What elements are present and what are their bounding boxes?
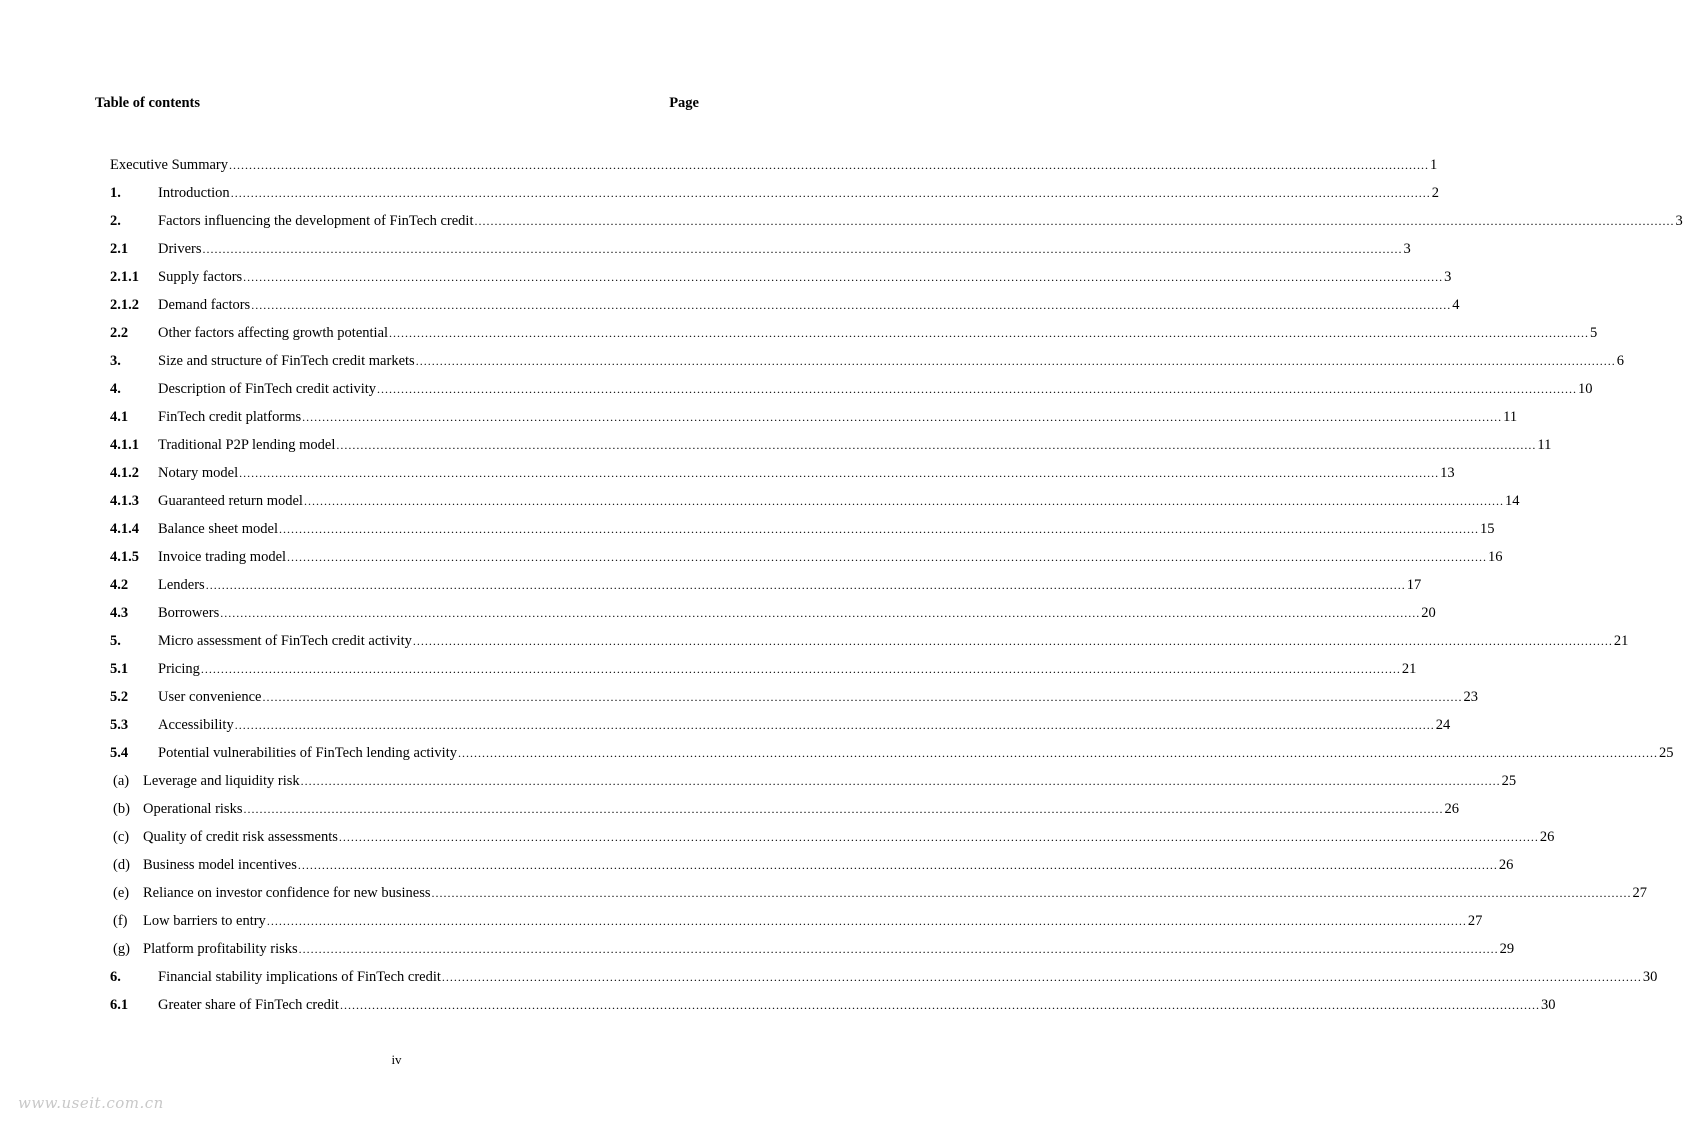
dot-leader: ............................................................................................................................................................................................................................................................................................................: [389, 326, 1590, 340]
toc-entry-title: Traditional P2P lending model: [158, 437, 336, 453]
dot-leader: ............................................................................................................................................................................................................................................................................................................: [239, 466, 1440, 480]
toc-entry-number: 2.1: [110, 241, 129, 257]
toc-entry-line: [158, 435, 1552, 455]
toc-entry[interactable]: [110, 295, 1460, 323]
toc-entry-number: 2.1.1: [110, 269, 139, 285]
toc-entry-title: Platform profitability risks: [143, 941, 298, 957]
dot-leader: ............................................................................................................................................................................................................................................................................................................: [251, 298, 1452, 312]
toc-entry-line: [158, 743, 1674, 763]
toc-entry-number: 5.4: [110, 745, 129, 761]
dot-leader: ............................................................................................................................................................................................................................................................................................................: [243, 802, 1444, 816]
toc-entry-title: Description of FinTech credit activity: [158, 381, 377, 397]
page-number: iv: [391, 1052, 402, 1067]
dot-leader: ............................................................................................................................................................................................................................................................................................................: [297, 858, 1498, 872]
toc-entry-page: 2: [1431, 185, 1439, 201]
toc-entry[interactable]: [110, 183, 1439, 211]
toc-entry-title: Balance sheet model: [158, 521, 278, 537]
toc-entry-page: 17: [1406, 577, 1422, 593]
dot-leader: ............................................................................................................................................................................................................................................................................................................: [303, 494, 1504, 508]
toc-entry[interactable]: [110, 827, 1555, 855]
toc-entry[interactable]: [110, 659, 1417, 687]
dot-leader: ............................................................................................................................................................................................................................................................................................................: [202, 242, 1403, 256]
toc-entry-page: 25: [1501, 773, 1517, 789]
toc-entry-line: [158, 183, 1439, 203]
toc-entry[interactable]: [110, 211, 1683, 239]
toc-entry-title: Other factors affecting growth potential: [158, 325, 389, 341]
toc-entry-title: Leverage and liquidity risk: [143, 773, 300, 789]
toc-entry-line: [158, 295, 1460, 315]
toc-entry-title: User convenience: [158, 689, 262, 705]
toc-entry-title: Executive Summary: [110, 157, 228, 173]
toc-entry[interactable]: [110, 771, 1517, 799]
toc-entry-line: [158, 211, 1683, 231]
toc-entry-title: Micro assessment of FinTech credit activity: [158, 633, 412, 649]
toc-entry-page: 30: [1540, 997, 1556, 1013]
toc-entry-title: Low barriers to entry: [143, 913, 266, 929]
toc-entry[interactable]: [110, 603, 1436, 631]
toc-entry-line: [158, 323, 1598, 343]
toc-entry-line: [143, 911, 1483, 931]
toc-entry-page: 1: [1429, 157, 1438, 173]
dot-leader: ............................................................................................................................................................................................................................................................................................................: [412, 634, 1613, 648]
toc-entry-line: [110, 155, 1438, 175]
dot-leader: ............................................................................................................................................................................................................................................................................................................: [415, 354, 1616, 368]
toc-entry[interactable]: [110, 155, 1438, 183]
toc-entry-number: (c): [113, 829, 130, 845]
toc-entry-line: [158, 631, 1629, 651]
toc-entry-title: Borrowers: [158, 605, 220, 621]
toc-entry-line: [143, 883, 1647, 903]
toc-entry[interactable]: [110, 855, 1514, 883]
toc-entry-line: [158, 603, 1436, 623]
dot-leader: ............................................................................................................................................................................................................................................................................................................: [228, 158, 1429, 172]
toc-entry-line: [158, 687, 1478, 707]
toc-entry-number: 5.2: [110, 689, 129, 705]
toc-entry-page: 25: [1659, 745, 1674, 761]
toc-entry-number: 6.: [110, 969, 121, 985]
toc-entry-line: [158, 379, 1593, 399]
dot-leader: ............................................................................................................................................................................................................................................................................................................: [431, 886, 1632, 900]
toc-entry[interactable]: [110, 743, 1674, 771]
dot-leader: ............................................................................................................................................................................................................................................................................................................: [338, 830, 1539, 844]
dot-leader: ............................................................................................................................................................................................................................................................................................................: [298, 942, 1499, 956]
dot-leader: ............................................................................................................................................................................................................................................................................................................: [234, 718, 1435, 732]
toc-entry-page: 5: [1590, 325, 1598, 341]
toc-entry-number: 3.: [110, 353, 121, 369]
toc-entry-title: Factors influencing the development of FinTech credit: [158, 213, 474, 229]
toc-entry-number: 2.1.2: [110, 297, 139, 313]
toc-entry[interactable]: [110, 631, 1629, 659]
toc-entry-title: Pricing: [158, 661, 200, 677]
toc-entry-page: 27: [1632, 885, 1647, 901]
toc-entry-page: 23: [1463, 689, 1478, 705]
toc-entry-number: (d): [113, 857, 130, 873]
toc-entry[interactable]: [110, 575, 1422, 603]
toc-entry[interactable]: [110, 715, 1451, 743]
toc-entry-title: Introduction: [158, 185, 230, 201]
toc-entry-title: Accessibility: [158, 717, 234, 733]
toc-entry[interactable]: [110, 883, 1647, 911]
toc-entry-number: 2.2: [110, 325, 129, 341]
toc-entry-title: Supply factors: [158, 269, 243, 285]
toc-entry[interactable]: [110, 995, 1556, 1023]
toc-entry-number: 5.: [110, 633, 121, 649]
toc-entry-title: Potential vulnerabilities of FinTech lending activity: [158, 745, 457, 761]
toc-entry-number: 1.: [110, 185, 121, 201]
toc-entry-line: [158, 659, 1417, 679]
toc-entry-page: 21: [1401, 661, 1417, 677]
dot-leader: ............................................................................................................................................................................................................................................................................................................: [266, 914, 1467, 928]
toc-entry-page: 11: [1537, 437, 1552, 453]
toc-entry-page: 26: [1539, 829, 1555, 845]
toc-entry-line: [158, 239, 1411, 259]
toc-entry[interactable]: [110, 519, 1495, 547]
toc-entry-page: 30: [1642, 969, 1658, 985]
toc-entry-page: 27: [1467, 913, 1483, 929]
toc-entry-page: 24: [1435, 717, 1451, 733]
toc-entry-title: Greater share of FinTech credit: [158, 997, 339, 1013]
toc-entry[interactable]: [110, 407, 1518, 435]
toc-entry-number: 4.1.4: [110, 521, 139, 537]
toc-entry-line: [158, 519, 1495, 539]
toc-entry-line: [158, 463, 1455, 483]
toc-entry-line: [158, 267, 1452, 287]
toc-entry-page: 20: [1421, 605, 1436, 621]
dot-leader: ............................................................................................................................................................................................................................................................................................................: [441, 970, 1642, 984]
toc-entry-line: [158, 967, 1658, 987]
toc-entry-number: 4.1.5: [110, 549, 139, 565]
dot-leader: ............................................................................................................................................................................................................................................................................................................: [302, 410, 1503, 424]
toc-entry[interactable]: [110, 799, 1459, 827]
dot-leader: ............................................................................................................................................................................................................................................................................................................: [287, 550, 1488, 564]
toc-entry[interactable]: [110, 323, 1598, 351]
toc-entry[interactable]: [110, 939, 1515, 967]
toc-entry-title: Size and structure of FinTech credit markets: [158, 353, 415, 369]
dot-leader: ............................................................................................................................................................................................................................................................................................................: [458, 746, 1658, 760]
toc-entry[interactable]: [110, 687, 1478, 715]
toc-entry-number: 4.1.1: [110, 437, 139, 453]
toc-entry-title: Reliance on investor confidence for new business: [143, 885, 431, 901]
toc-entry[interactable]: [110, 435, 1552, 463]
toc-entry-line: [158, 575, 1422, 595]
toc-entry-title: Financial stability implications of FinTech credit: [158, 969, 441, 985]
toc-entry-number: 6.1: [110, 997, 129, 1013]
toc-entry-number: 4.1: [110, 409, 129, 425]
toc-entry-number: 4.1.3: [110, 493, 139, 509]
toc-entry-line: [158, 351, 1624, 371]
toc-entry-title: Notary model: [158, 465, 239, 481]
toc-entry[interactable]: [110, 547, 1503, 575]
dot-leader: ............................................................................................................................................................................................................................................................................................................: [377, 382, 1578, 396]
toc-entry-page: 6: [1616, 353, 1624, 369]
dot-leader: ............................................................................................................................................................................................................................................................................................................: [474, 214, 1675, 228]
dot-leader: ............................................................................................................................................................................................................................................................................................................: [300, 774, 1501, 788]
toc-entry[interactable]: [110, 463, 1455, 491]
toc-entry-line: [143, 855, 1514, 875]
toc-entry-title: Business model incentives: [143, 857, 297, 873]
toc-entry-number: 4.1.2: [110, 465, 139, 481]
toc-entry-number: 4.3: [110, 605, 129, 621]
dot-leader: ............................................................................................................................................................................................................................................................................................................: [205, 578, 1406, 592]
toc-entry[interactable]: [110, 911, 1483, 939]
toc-entry-number: (b): [113, 801, 130, 817]
toc-entry-number: 2.: [110, 213, 121, 229]
dot-leader: ............................................................................................................................................................................................................................................................................................................: [230, 186, 1431, 200]
toc-entry-page: 13: [1440, 465, 1455, 481]
toc-title: Table of contents: [95, 95, 200, 111]
toc-entry-page: 3: [1403, 241, 1411, 257]
toc-entry[interactable]: [110, 967, 1658, 995]
toc-entry-page: 3: [1444, 269, 1452, 285]
page-column-label: Page: [669, 95, 699, 111]
dot-leader: ............................................................................................................................................................................................................................................................................................................: [336, 438, 1537, 452]
dot-leader: ............................................................................................................................................................................................................................................................................................................: [220, 606, 1421, 620]
toc-entry-number: (a): [113, 773, 130, 789]
toc-entry-page: 29: [1499, 941, 1515, 957]
toc-entry-title: Demand factors: [158, 297, 251, 313]
dot-leader: ............................................................................................................................................................................................................................................................................................................: [262, 690, 1463, 704]
toc-entry-line: [158, 995, 1556, 1015]
toc-entry[interactable]: [110, 491, 1520, 519]
toc-entry-line: [158, 491, 1520, 511]
toc-entry-line: [143, 771, 1517, 791]
toc-entry-title: Invoice trading model: [158, 549, 287, 565]
toc-entry[interactable]: [110, 267, 1452, 295]
toc-entry-title: Drivers: [158, 241, 202, 257]
toc-entry-page: 21: [1613, 633, 1629, 649]
toc-entry-page: 15: [1479, 521, 1495, 537]
toc-entry-number: 5.1: [110, 661, 129, 677]
toc-entry-number: 4.2: [110, 577, 129, 593]
toc-entry-page: 4: [1452, 297, 1460, 313]
toc-entry-line: [143, 799, 1459, 819]
toc-entry-page: 26: [1498, 857, 1514, 873]
dot-leader: ............................................................................................................................................................................................................................................................................................................: [339, 998, 1540, 1012]
toc-entry-title: Quality of credit risk assessments: [143, 829, 338, 845]
dot-leader: ............................................................................................................................................................................................................................................................................................................: [243, 270, 1444, 284]
toc-entry-title: Operational risks: [143, 801, 243, 817]
toc-entry-line: [158, 715, 1451, 735]
toc-entry-page: 16: [1488, 549, 1503, 565]
toc-entry-page: 14: [1504, 493, 1520, 509]
toc-entry-line: [158, 407, 1518, 427]
toc-entry-page: 3: [1675, 213, 1683, 229]
toc-entry-page: 11: [1503, 409, 1518, 425]
toc-entry[interactable]: [110, 239, 1411, 267]
toc-entry-number: 5.3: [110, 717, 129, 733]
toc-entry-number: (e): [113, 885, 130, 901]
table-of-contents: [110, 155, 1683, 1023]
toc-entry-page: 10: [1578, 381, 1593, 397]
dot-leader: ............................................................................................................................................................................................................................................................................................................: [278, 522, 1479, 536]
toc-entry-number: (f): [113, 913, 128, 929]
toc-entry[interactable]: [110, 351, 1624, 379]
toc-entry-title: Guaranteed return model: [158, 493, 303, 509]
toc-entry-page: 26: [1444, 801, 1459, 817]
toc-entry-number: (g): [113, 941, 130, 957]
toc-entry[interactable]: [110, 379, 1593, 407]
toc-entry-line: [158, 547, 1503, 567]
dot-leader: ............................................................................................................................................................................................................................................................................................................: [200, 662, 1401, 676]
toc-header: [95, 95, 699, 115]
toc-entry-title: FinTech credit platforms: [158, 409, 302, 425]
toc-entry-number: 4.: [110, 381, 121, 397]
toc-entry-line: [143, 827, 1555, 847]
toc-entry-title: Lenders: [158, 577, 205, 593]
toc-entry-line: [143, 939, 1515, 959]
watermark: www.useit.com.cn: [18, 1094, 164, 1112]
